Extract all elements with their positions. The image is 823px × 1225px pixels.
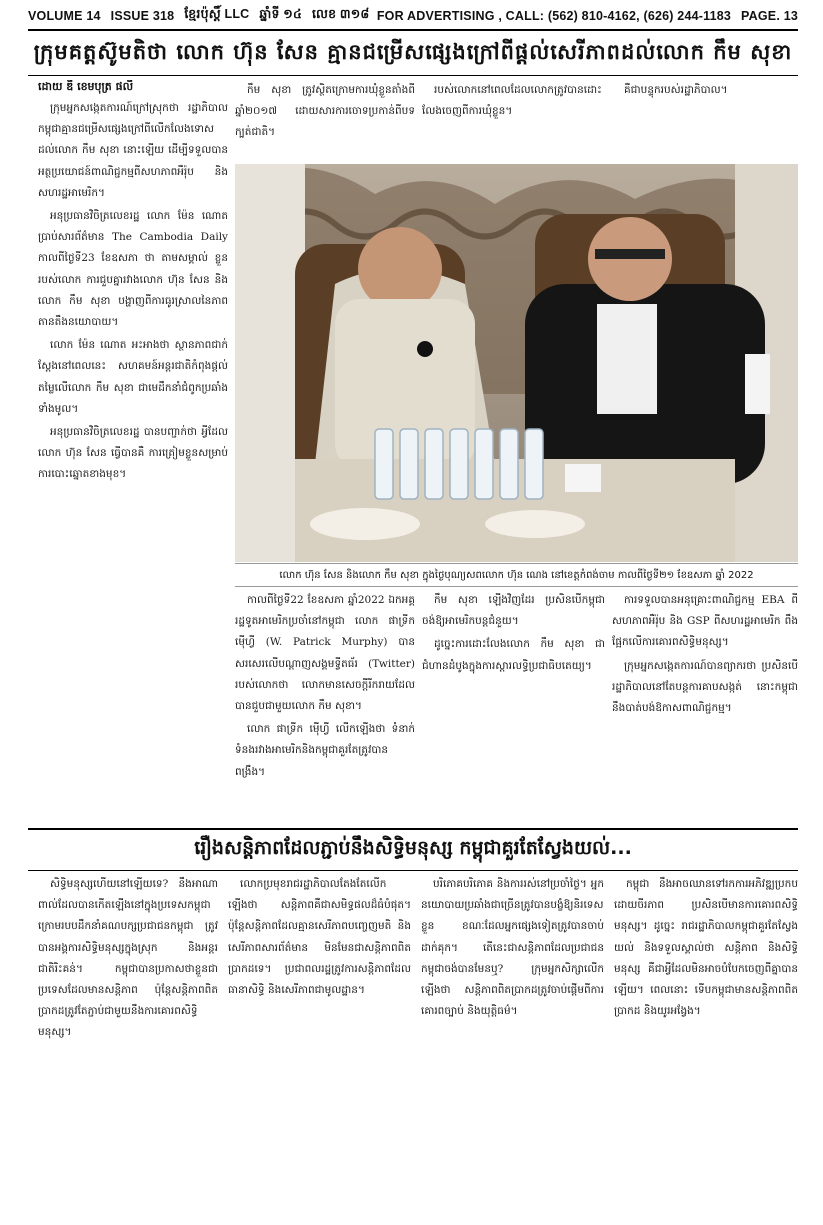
- masthead-right: [377, 9, 798, 23]
- article1-column-4: [612, 590, 798, 823]
- issue-label: ISSUE 318: [110, 9, 175, 23]
- advertising-contact: FOR ADVERTISING , CALL: (562) 810-4162, (626) 244-1183: [376, 9, 732, 23]
- article1-column-2: [235, 590, 415, 823]
- article1-column-1: [38, 98, 228, 823]
- volume-label: VOLUME 14: [28, 9, 101, 23]
- paragraph: បរិភោគបរិភោគ និងការរស់នៅប្រចាំថ្ងៃ។ អ្នកនយោបាយប្រឆាំងជាច្រើនត្រូវបានបង្ខំឱ្យនិរទេសខ្លួន ខណៈដែលអ្នកផ្សេងទៀតត្រូវបានចាប់ដាក់គុក។ តើនេះជាសន្តិភាពដែលប្រជាជនកម្ពុជាចង់បានមែនឬ? ក្រុមអ្នកសិក្សាលើកឡើងថា សន្តិភាពពិតប្រាកដត្រូវចាប់ផ្ដើមពីការគោរពច្បាប់ និងយុត្តិធម៌។: [421, 878, 604, 1018]
- water-bottles: [375, 429, 543, 499]
- article2-column-2: [228, 874, 411, 1209]
- article1-column-3-top: [422, 80, 605, 162]
- article2-column-4: [614, 874, 798, 1209]
- paragraph: លោក ផាទ្រីក ម៉ើហ្វី លើកឡើងថា ទំនាក់ទំនងរវាងអាមេរិកនិងកម្ពុជាគួរតែត្រូវបានពង្រឹង។: [235, 723, 415, 778]
- paragraph: ក្រុមអ្នកសង្កេតការណ៍បានព្យាករថា ប្រសិនបើរដ្ឋាភិបាលនៅតែបន្តការគាបសង្កត់ នោះកម្ពុជានឹងបាត់បង់ឱកាសពាណិជ្ជកម្ម។: [612, 659, 798, 715]
- article1-column-4-top: [612, 80, 798, 162]
- paragraph: លោក ម៉ែន ណោត អះអាងថា ស្ថានភាពជាក់ស្ដែងនៅពេលនេះ សហគមន៍អន្តរជាតិកំពុងផ្ដល់តម្លៃលើលោក កឹម សុខា ជាមេដឹកនាំជំពូកប្រឆាំងទាំងមូល។: [38, 339, 228, 415]
- masthead-rule: [28, 29, 798, 31]
- headline-rule: [28, 75, 798, 76]
- photo-illustration: [235, 164, 798, 562]
- article2-headline: រឿងសន្តិភាពដែលភ្ជាប់នឹងសិទ្ធិមនុស្ស កម្ពុជាគួរតែស្វែងយល់...: [194, 837, 632, 859]
- paragraph: លោកប្រមុខរាជរដ្ឋាភិបាលតែងតែលើកឡើងថា សន្តិភាពគឺជាសមិទ្ធផលដ៏ធំបំផុត។ ប៉ុន្តែសន្តិភាពដែលគ្មានសេរីភាពបញ្ចេញមតិ និងសេរីភាពសារព័ត៌មាន មិនមែនជាសន្តិភាពពិតប្រាកដទេ។ ប្រជាពលរដ្ឋត្រូវការសន្តិភាពដែលធានាសិទ្ធិ និងសេរីភាពជាមូលដ្ឋាន។: [228, 878, 411, 997]
- page-number: PAGE. 13: [741, 9, 798, 23]
- news-photo: [235, 164, 798, 562]
- photo-caption: លោក ហ៊ុន សែន និងលោក កឹម សុខា ក្នុងថ្ងៃបុណ្យសពលោក ហ៊ុន ណេង នៅខេត្តកំពង់ចាម កាលពីថ្ងៃទី២១ ខែឧសភា ឆ្នាំ 2022: [235, 563, 798, 587]
- paragraph: ការទទួលបានអនុគ្រោះពាណិជ្ជកម្ម EBA ពីសហភាពអឺរ៉ុប និង GSP ពីសហរដ្ឋអាមេរិក ពឹងផ្អែកលើការគោរពសិទ្ធិមនុស្ស។: [612, 594, 798, 649]
- article2-column-1: [38, 874, 218, 1209]
- paragraph: ដូច្នេះការដោះលែងលោក កឹម សុខា ជាជំហានដំបូងក្នុងការស្ដារលទ្ធិប្រជាធិបតេយ្យ។: [422, 638, 605, 672]
- article1-byline: ដោយ ឌី ខេមបុត្រ ផលី: [38, 80, 134, 93]
- article2-header-band: [28, 828, 798, 871]
- khmer-issue: លេខ ៣១៨: [312, 7, 370, 21]
- article1-headline: ក្រុមគត្តស៊ូមតិថា លោក ហ៊ុន សែន គ្មានជម្រើសផ្សេងក្រៅពីផ្ដល់សេរីភាពដល់លោក កឹម សុខា: [33, 39, 793, 64]
- khmer-year: ឆ្នាំទី ១៤: [259, 7, 303, 21]
- paragraph: របស់លោកនៅពេលដែលលោកត្រូវបានដោះលែងចេញពីការឃុំខ្លួន។: [422, 84, 602, 118]
- masthead-left: [28, 7, 369, 25]
- paragraph: អនុប្រធានវិចិត្រលេខរដ្ឋ បានបញ្ជាក់ថា អ្វីដែលលោក ហ៊ុន សែន ធ្វើបានគឺ ការត្រៀមខ្លួនសម្រាប់ការបោះឆ្នោតខាងមុខ។: [38, 426, 228, 481]
- article1-column-2-top: [235, 80, 415, 162]
- masthead: [28, 6, 798, 26]
- article2-column-3: [421, 874, 604, 1209]
- paragraph: កម្ពុជា នឹងអាចឈានទៅរកការអភិវឌ្ឍប្រកបដោយចីរភាព ប្រសិនបើមានការគោរពសិទ្ធិមនុស្ស។ ដូច្នេះ រាជរដ្ឋាភិបាលកម្ពុជាគួរតែស្វែងយល់ និងទទួលស្គាល់ថា សន្តិភាព និងសិទ្ធិមនុស្ស គឺជាអ្វីដែលមិនអាចបំបែកចេញពីគ្នាបានឡើយ។ ពេលនោះ ទើបកម្ពុជាមានសន្តិភាពពិតប្រាកដ និងយូរអង្វែង។: [614, 878, 798, 1018]
- paragraph: កឹម សុខា ឡើងវិញដែរ ប្រសិនបើកម្ពុជាចង់ឱ្យអាមេរិកបន្តជំនួយ។: [422, 594, 605, 628]
- paragraph: អនុប្រធានវិចិត្រលេខរដ្ឋ លោក ម៉ែន ណោត ប្រាប់សារព័ត៌មាន The Cambodia Daily កាលពីថ្ងៃទី23 ខែឧសភា ថា តាមសម្គាល់ ខ្លួនរបស់លោក ការជួបគ្នារវាងលោក ហ៊ុន សែន និងលោក កឹម សុខា បង្ហាញពីការធូរស្រាលនៃភាពតានតឹងនយោបាយ។: [38, 210, 228, 329]
- paper-name: ខ្មែរប៉ុស្ដិ៍ LLC: [184, 7, 250, 21]
- paragraph: កាលពីថ្ងៃទី22 ខែឧសភា ឆ្នាំ2022 ឯកអគ្គរដ្ឋទូតអាមេរិកប្រចាំនៅកម្ពុជា លោក ផាទ្រីក ម៉ើហ្វី (W. Patrick Murphy) បានសរសេរលើបណ្ដាញសង្គមទ្វីតធ័រ (Twitter) របស់លោកថា លោកមានសេចក្ដីរីករាយដែលបានជួបជាមួយលោក កឹម សុខា។: [235, 594, 415, 713]
- paragraph: ក្រុមអ្នកសង្កេតការណ៍ក្រៅស្រុកថា រដ្ឋាភិបាលកម្ពុជាគ្មានជម្រើសផ្សេងក្រៅពីលើកលែងទោសដល់លោក កឹម សុខា នោះឡើយ ដើម្បីទទួលបានអត្ថប្រយោជន៍ពាណិជ្ជកម្មពីសហភាពអឺរ៉ុប និងសហរដ្ឋអាមេរិក។: [38, 102, 228, 199]
- paragraph: កឹម សុខា ត្រូវស្ថិតក្រោមការឃុំខ្លួនតាំងពីឆ្នាំ២០១៧ ដោយសារការចោទប្រកាន់ពីបទក្បត់ជាតិ។: [235, 84, 415, 139]
- paragraph: សិទ្ធិមនុស្សហើយនៅឡើយទេ? នឹងអាណាពាល់ដែលបានកើតឡើងនៅក្នុងប្រទេសកម្ពុជា ក្រោមរបបដឹកនាំគណបក្សប្រជាជនកម្ពុជា ត្រូវបានអង្គការសិទ្ធិមនុស្សក្នុងស្រុក និងអន្តរជាតិរិះគន់។ កម្ពុជាបានប្រកាសថាខ្លួនជាប្រទេសដែលមានសន្តិភាព ប៉ុន្តែសន្តិភាពពិតប្រាកដត្រូវតែភ្ជាប់ជាមួយនឹងការគោរពសិទ្ធិមនុស្ស។: [38, 878, 218, 1039]
- article1-column-3: [422, 590, 605, 823]
- paragraph: គឺជាបន្ទុករបស់រដ្ឋាភិបាល។: [624, 84, 728, 96]
